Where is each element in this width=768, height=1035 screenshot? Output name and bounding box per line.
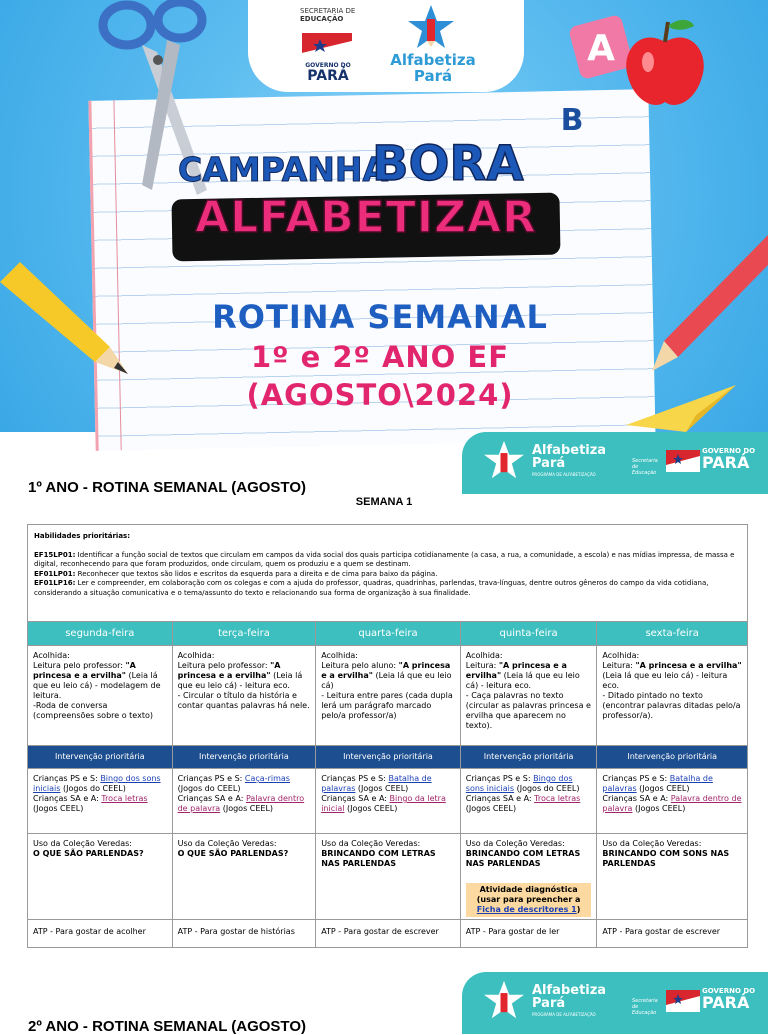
day-header: quarta-feira — [315, 622, 460, 645]
intervencao-header: Intervenção prioritária — [460, 746, 597, 768]
veredas-label: Uso da Coleção Veredas: — [33, 839, 132, 848]
veredas-row — [28, 833, 747, 919]
criancas-row — [28, 768, 747, 833]
veredas-cell — [28, 834, 172, 919]
governo-para-logo: GOVERNO DO PARÁ — [702, 447, 756, 472]
leitura-label: Leitura pelo professor: — [177, 661, 271, 670]
para-flag-icon — [666, 990, 700, 1012]
ficha-link[interactable]: Ficha de descritores 1 — [476, 905, 577, 914]
acolhida-row — [28, 645, 747, 745]
atp-cell: ATP - Para gostar de histórias — [172, 920, 316, 947]
veredas-topic: O QUE SÃO PARLENDAS? — [33, 849, 144, 858]
secretaria-label: Secretaria de Educação — [632, 458, 658, 476]
story-title: "A princesa e a ervilha" — [33, 661, 136, 680]
veredas-cell — [596, 834, 747, 919]
secretaria-label: Secretaria de Educação — [632, 998, 658, 1016]
svg-text:B: B — [560, 103, 584, 138]
day-header: quinta-feira — [460, 622, 597, 645]
skill-item: EF01LP16: Ler e compreender, em colaboração com os colegas e com a ajuda do professor, quadras, quadrinhas, parlendas, trava-línguas, dentre outros gêneros do campo da vida cotidiana, considerando a situação comunicativa e o tema/assunto do texto e relacionando sua forma de organização à sua finalidade. — [34, 579, 709, 597]
game-link[interactable]: Batalha de palavras — [321, 774, 432, 793]
game-link[interactable]: Bingo dos sons iniciais — [33, 774, 161, 793]
alfabetiza-logo-text: Alfabetiza Pará — [532, 443, 607, 471]
governo-para-logo: GOVERNO DO PARÁ — [305, 62, 351, 84]
red-pencil-icon — [650, 235, 768, 375]
intervencao-header: Intervenção prioritária — [172, 746, 316, 768]
game-source: (Jogos CEEL) — [465, 804, 517, 813]
intervencao-header: Intervenção prioritária — [315, 746, 460, 768]
activity-text: (Leia lá que eu leio cá) - leitura eco. - Caça palavras no texto (circular as palavras princesa e ervilha que aparecem no texto). — [465, 671, 591, 730]
intervencao-header: Intervenção prioritária — [28, 746, 172, 768]
group-label: Crianças PS e S: — [465, 774, 534, 783]
veredas-cell — [172, 834, 316, 919]
veredas-label: Uso da Coleção Veredas: — [321, 839, 421, 848]
story-title: "A princesa e a ervilha" — [321, 661, 451, 680]
atp-cell: ATP - Para gostar de escrever — [596, 920, 747, 947]
skill-item: EF01LP01: Reconhecer que textos são lidos e escritos da esquerda para a direita e de cima para baixo da página. — [34, 569, 438, 578]
veredas-topic: BRINCANDO COM LETRAS NAS PARLENDAS — [465, 849, 581, 868]
para-flag-icon — [302, 33, 352, 61]
header-strip-page2 — [462, 972, 768, 1034]
veredas-topic: BRINCANDO COM LETRAS NAS PARLENDAS — [321, 849, 436, 868]
alfabetiza-para-logo: Alfabetiza Pará — [390, 51, 476, 85]
game-source: (Jogos do CEEL) — [177, 784, 241, 793]
para-flag-icon — [666, 450, 700, 472]
veredas-label: Uso da Coleção Veredas: — [602, 839, 702, 848]
day-header: sexta-feira — [596, 622, 747, 645]
header-strip — [462, 432, 768, 494]
title-campanha: CAMPANHA — [178, 150, 389, 189]
criancas-cell — [460, 769, 597, 833]
veredas-label: Uso da Coleção Veredas: — [177, 839, 277, 848]
story-title: "A princesa e a ervilha" — [465, 661, 567, 680]
programa-label: PROGRAMA DE ALFABETIZAÇÃO — [532, 1012, 596, 1017]
acolhida-label: Acolhida: — [177, 651, 215, 660]
paper-plane-icon — [626, 385, 736, 432]
acolhida-cell — [315, 646, 460, 745]
alfabetiza-star-icon — [408, 5, 454, 49]
week-heading: SEMANA 1 — [355, 496, 413, 508]
acolhida-label: Acolhida: — [33, 651, 70, 660]
apple-icon — [620, 12, 710, 112]
criancas-cell — [28, 769, 172, 833]
diagnostic-activity: Atividade diagnóstica (usar para preencher a Ficha de descritores 1) — [466, 883, 592, 917]
game-source: (Jogos CEEL) — [344, 804, 398, 813]
period-title: (AGOSTO\2024) — [246, 378, 514, 412]
acolhida-label: Acolhida: — [602, 651, 640, 660]
svg-text:A: A — [587, 28, 615, 69]
game-source: (Jogos CEEL) — [632, 804, 686, 813]
ano-title: 1º e 2º ANO EF — [250, 340, 510, 374]
programa-label: PROGRAMA DE ALFABETIZAÇÃO — [532, 472, 596, 477]
game-link[interactable]: Palavra dentro de palavra — [602, 794, 742, 813]
pencil-icon — [0, 262, 140, 382]
acolhida-cell — [172, 646, 316, 745]
leitura-label: Leitura pelo professor: — [33, 661, 126, 670]
veredas-label: Uso da Coleção Veredas: — [465, 839, 565, 848]
page-heading: 1º ANO - ROTINA SEMANAL (AGOSTO) — [28, 479, 306, 496]
game-link[interactable]: Troca letras — [534, 794, 581, 803]
group-label: Crianças SA e A: — [321, 794, 390, 803]
group-label: Crianças PS e S: — [602, 774, 670, 783]
day-header: segunda-feira — [28, 622, 172, 645]
game-link[interactable]: Palavra dentro de palavra — [177, 794, 305, 813]
alfabetiza-logo-text: Alfabetiza Pará — [532, 983, 607, 1011]
secretaria-label: SECRETARIA DE EDUCAÇÃO — [300, 7, 356, 23]
alfabetiza-star-icon — [484, 980, 524, 1020]
activity-text: (Leia lá que eu leio cá) - Leitura entre pares (cada dupla lerá um parágrafo marcado pelo/a professor/a) — [321, 671, 453, 720]
game-source: (Jogos CEEL) — [33, 804, 84, 813]
story-title: "A princesa e a ervilha" — [635, 661, 742, 670]
days-header-row — [28, 621, 747, 645]
leitura-label: Leitura pelo aluno: — [321, 661, 399, 670]
day-header: terça-feira — [172, 622, 316, 645]
activity-text: (Leia lá que eu leio cá) - leitura eco. - Ditado pintado no texto (encontrar palavras ditadas pelo/a professor/a). — [602, 671, 741, 720]
game-source: (Jogos CEEL) — [355, 784, 409, 793]
alfabetiza-star-icon — [484, 440, 524, 480]
skill-item: EF15LP01: Identificar a função social de textos que circulam em campos da vida social dos quais participa cotidianamente (a casa, a rua, a comunidade, a escola) e nas mídias impressa, de massa e digital, reconhecendo para que foram produzidos, onde circulam, quem os produziu e a quem se destinam. — [34, 550, 735, 568]
acolhida-cell — [596, 646, 747, 745]
game-source: (Jogos do CEEL) — [60, 784, 126, 793]
intervencao-header: Intervenção prioritária — [596, 746, 747, 768]
game-source: (Jogos CEEL) — [220, 804, 274, 813]
leitura-label: Leitura: — [602, 661, 636, 670]
game-link[interactable]: Bingo da letra inicial — [321, 794, 446, 813]
cover-banner — [0, 0, 768, 432]
governo-para-logo: GOVERNO DO PARÁ — [702, 987, 756, 1012]
veredas-cell — [315, 834, 460, 919]
veredas-topic: O QUE SÃO PARLENDAS? — [177, 849, 289, 858]
group-label: Crianças SA e A: — [465, 794, 535, 803]
criancas-cell — [315, 769, 460, 833]
intervencao-row — [28, 745, 747, 768]
group-label: Crianças SA e A: — [177, 794, 246, 803]
acolhida-label: Acolhida: — [321, 651, 359, 660]
atp-cell: ATP - Para gostar de ler — [460, 920, 597, 947]
game-link[interactable]: Troca letras — [101, 794, 148, 803]
group-label: Crianças PS e S: — [33, 774, 101, 783]
title-bora: BORA — [372, 136, 524, 192]
group-label: Crianças SA e A: — [33, 794, 102, 803]
group-label: Crianças SA e A: — [602, 794, 671, 803]
rotina-semanal-title: ROTINA SEMANAL — [212, 298, 548, 336]
letter-b-icon — [552, 96, 592, 140]
activity-text: (Leia lá que eu leio cá) - leitura eco. - Circular o título da história e contar quantas palavras há nele. — [177, 671, 310, 710]
acolhida-cell — [28, 646, 172, 745]
acolhida-label: Acolhida: — [465, 651, 503, 660]
skills-title: Habilidades prioritárias: — [34, 532, 131, 540]
criancas-cell — [172, 769, 316, 833]
veredas-cell — [460, 834, 597, 919]
routine-table — [27, 524, 748, 948]
leitura-label: Leitura: — [465, 661, 499, 670]
game-link[interactable]: Caça-rimas — [244, 774, 290, 783]
title-alfabetizar: ALFABETIZAR — [195, 192, 537, 243]
group-label: Crianças PS e S: — [177, 774, 245, 783]
activity-text: (Leia lá que eu leio cá) - modelagem de leitura. -Roda de conversa (compreensões sobre o texto) — [33, 671, 161, 720]
atp-cell: ATP - Para gostar de escrever — [315, 920, 460, 947]
atp-row — [28, 919, 747, 947]
game-link[interactable]: Batalha de palavras — [602, 774, 713, 793]
game-link[interactable]: Bingo dos sons iniciais — [465, 774, 573, 793]
page2-heading: 2º ANO - ROTINA SEMANAL (AGOSTO) — [28, 1018, 306, 1035]
criancas-cell — [596, 769, 747, 833]
atp-cell: ATP - Para gostar de acolher — [33, 927, 146, 936]
story-title: "A princesa e a ervilha" — [177, 661, 281, 680]
acolhida-cell — [460, 646, 597, 745]
veredas-topic: BRINCANDO COM SONS NAS PARLENDAS — [602, 849, 730, 868]
game-source: (Jogos do CEEL) — [514, 784, 580, 793]
group-label: Crianças PS e S: — [321, 774, 389, 783]
skills-section — [28, 525, 747, 621]
game-source: (Jogos CEEL) — [636, 784, 690, 793]
